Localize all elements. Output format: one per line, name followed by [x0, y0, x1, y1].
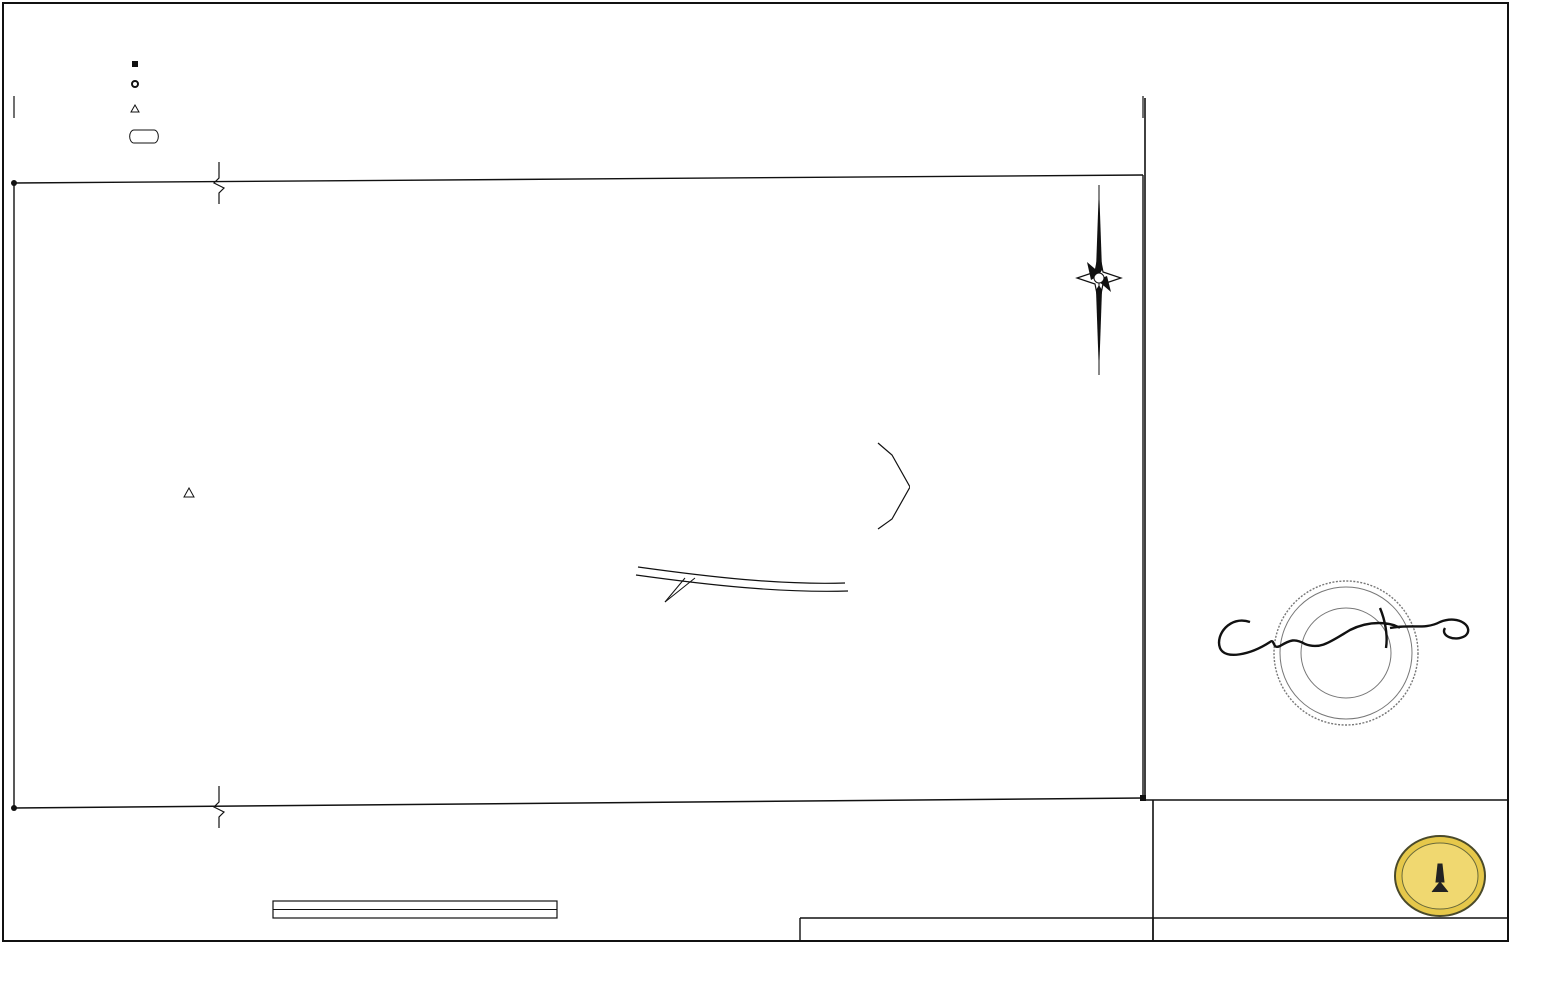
surveyor-signature	[1210, 600, 1480, 670]
triangle-benchmark-icon	[131, 105, 139, 112]
circle-marker-icon	[132, 81, 138, 87]
benchmark-triangle-icon	[183, 487, 195, 499]
dirt-drive-path	[638, 567, 845, 583]
company-logo	[1392, 834, 1488, 918]
square-marker-icon	[132, 61, 138, 67]
north-arrow-icon	[1069, 180, 1129, 380]
contour-map	[450, 315, 910, 615]
scale-bar	[271, 899, 561, 921]
culvert-icon	[130, 130, 159, 143]
legend-symbols	[124, 54, 164, 154]
